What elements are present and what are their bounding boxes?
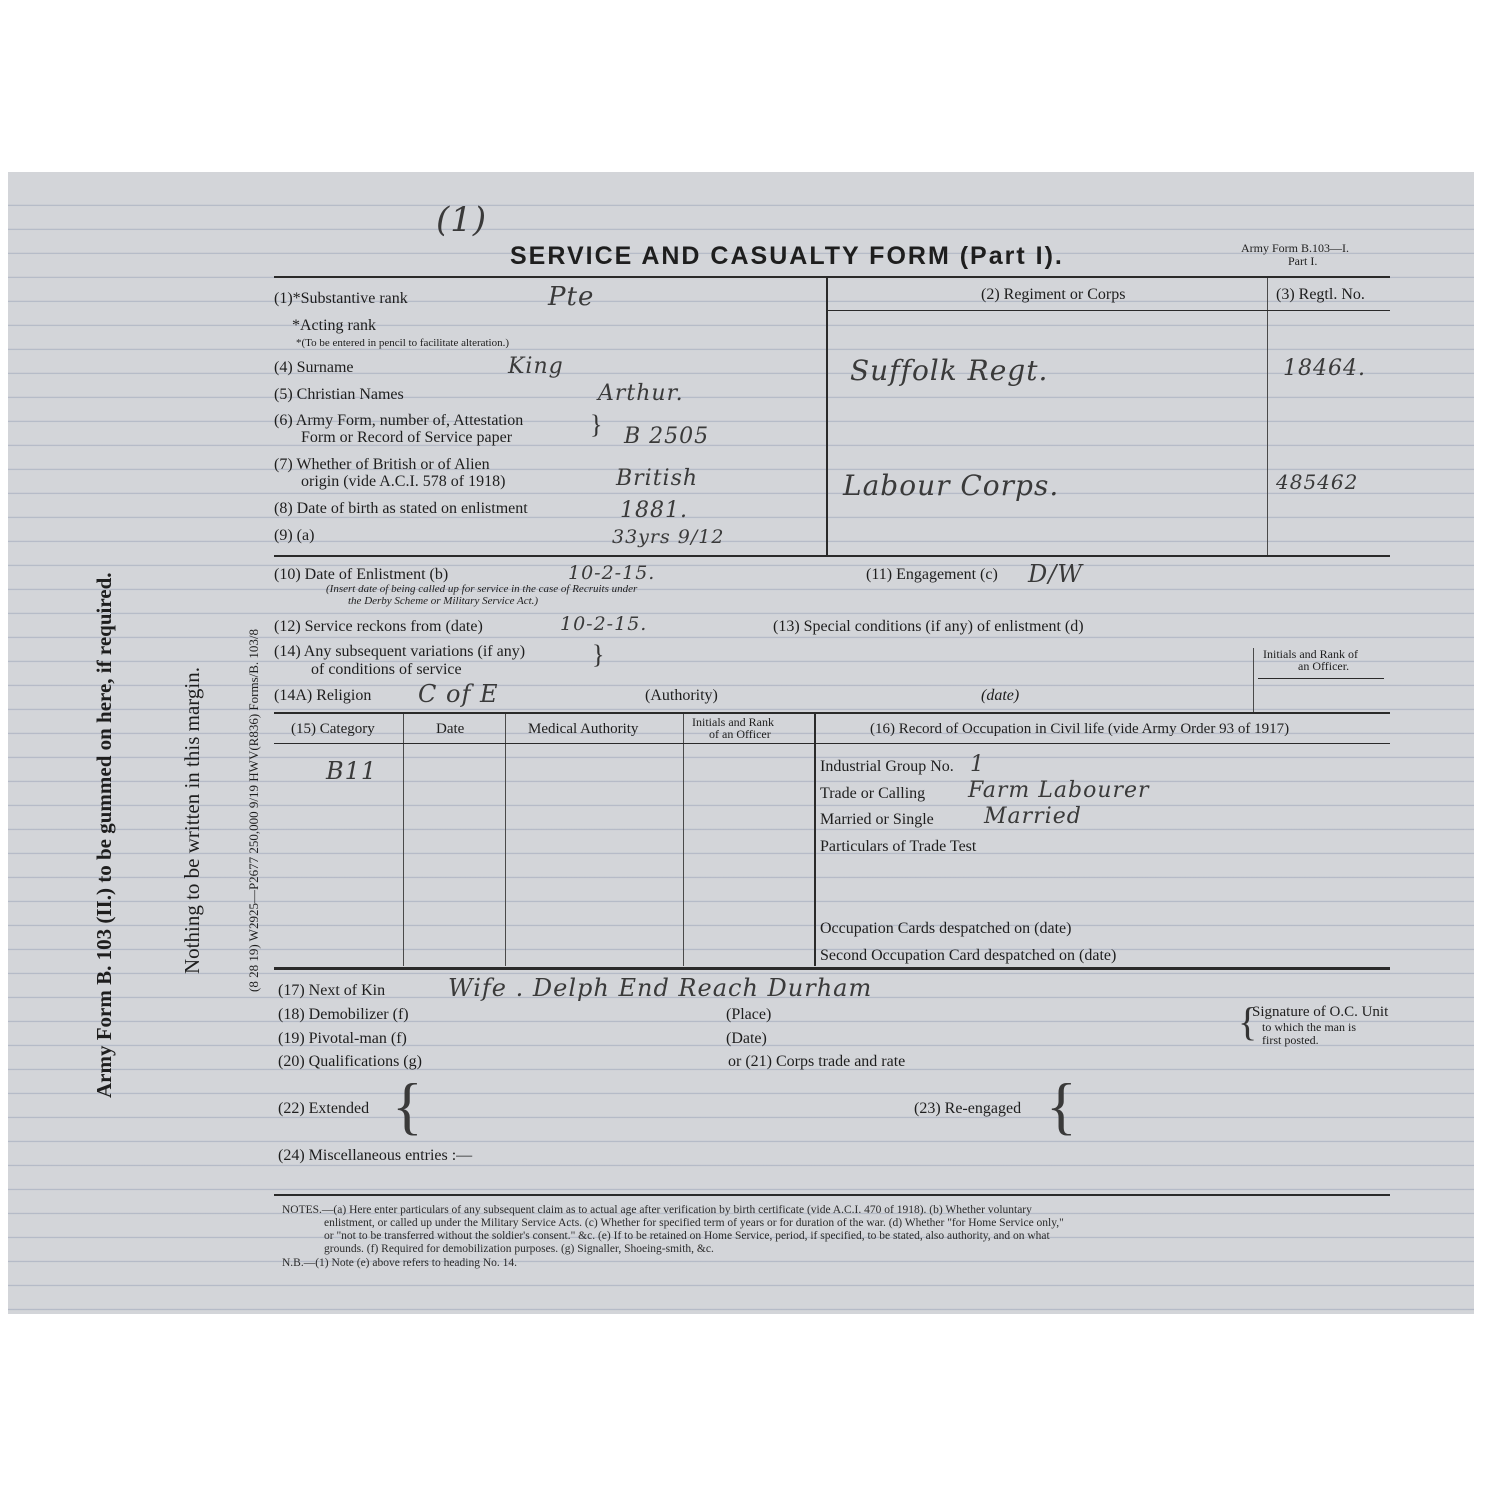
christian-names-label: (5) Christian Names <box>274 386 404 403</box>
religion-date-label: (date) <box>981 687 1020 704</box>
origin-value: British <box>616 466 699 491</box>
variations-label-2: of conditions of service <box>311 661 462 678</box>
category-header: (15) Category <box>291 721 375 737</box>
origin-label-2: origin (vide A.C.I. 578 of 1918) <box>301 473 506 490</box>
initials-header: Initials and Rank <box>692 715 774 729</box>
regtl-no-value-2: 485462 <box>1276 470 1359 494</box>
notes-line-1: NOTES.—(a) Here enter particulars of any subsequent claim as to actual age after verification by birth certificate (vide A.C.I. 470 of 1918). (b) Whether voluntary <box>282 1204 1032 1216</box>
enlistment-note-1: (Insert date of being called up for service in the case of Recruits under <box>326 583 638 595</box>
army-form-label: (6) Army Form, number of, Attestation <box>274 412 524 429</box>
service-from-value: 10-2-15. <box>560 613 648 635</box>
army-form-value: B 2505 <box>624 424 710 449</box>
service-from-label: (12) Service reckons from (date) <box>274 618 483 635</box>
notes-line-2: enlistment, or called up under the Military Service Acts. (c) Whether for specified term of years or for duration of the war. (d) Whether "for Home Service only," <box>324 1217 1064 1229</box>
initials-rank-label-2: an Officer. <box>1298 659 1350 673</box>
married-value: Married <box>984 804 1082 829</box>
signature-oc-label-3: first posted. <box>1262 1033 1319 1047</box>
variations-label: (14) Any subsequent variations (if any) <box>274 643 526 660</box>
trade-test-label: Particulars of Trade Test <box>820 838 977 855</box>
birth-value: 1881. <box>620 498 688 523</box>
trade-value: Farm Labourer <box>968 778 1150 803</box>
industrial-group-label: Industrial Group No. <box>820 758 954 775</box>
pivotal-man-label: (19) Pivotal-man (f) <box>278 1030 407 1047</box>
age-value: 33yrs 9/12 <box>612 526 725 548</box>
regtl-no-header: (3) Regtl. No. <box>1276 286 1365 303</box>
regtl-no-value-1: 18464. <box>1283 356 1366 381</box>
acting-rank-label: *Acting rank <box>292 317 376 334</box>
notes-line-3: or "not to be transferred without the soldier's consent." &c. (e) If to be retained on Home Service, period, if specified, to be stated, also authority, and on what <box>324 1230 1050 1242</box>
demobilizer-label: (18) Demobilizer (f) <box>278 1006 409 1023</box>
handwritten-number: (1) <box>436 200 488 240</box>
nb-note: N.B.—(1) Note (e) above refers to heading No. 14. <box>282 1257 518 1269</box>
print-code: (8 28 19) W2925—P2677 250,000 9/19 HWV(R836) Forms/B. 103/8 <box>246 628 261 992</box>
occupation-cards-label: Occupation Cards despatched on (date) <box>820 920 1072 937</box>
medical-authority-header: Medical Authority <box>528 721 639 737</box>
religion-value: C of E <box>418 680 499 708</box>
christian-names-value: Arthur. <box>598 381 684 406</box>
special-conditions-label: (13) Special conditions (if any) of enlistment (d) <box>773 618 1084 635</box>
birth-label: (8) Date of birth as stated on enlistment <box>274 500 528 517</box>
regiment-value-2: Labour Corps. <box>843 469 1060 502</box>
signature-oc-label: Signature of O.C. Unit <box>1252 1004 1389 1020</box>
place-label: (Place) <box>726 1006 772 1023</box>
notes-line-4: grounds. (f) Required for demobilization purposes. (g) Signaller, Shoeing-smith, &c. <box>324 1243 714 1255</box>
initials-rank-label: Initials and Rank of <box>1263 647 1358 661</box>
surname-label: (4) Surname <box>274 359 354 376</box>
date-label: (Date) <box>726 1030 767 1047</box>
corps-trade-label: or (21) Corps trade and rate <box>728 1053 906 1070</box>
re-engaged-label: (23) Re-engaged <box>914 1100 1022 1117</box>
substantive-rank-label: (1)*Substantive rank <box>274 290 408 307</box>
civil-occupation-header: (16) Record of Occupation in Civil life (vide Army Order 93 of 1917) <box>870 721 1290 737</box>
signature-oc-label-2: to which the man is <box>1262 1020 1356 1034</box>
miscellaneous-label: (24) Miscellaneous entries :— <box>278 1147 473 1164</box>
no-write-note: Nothing to be written in this margin. <box>180 666 204 974</box>
form-part: Part I. <box>1288 254 1318 268</box>
form-paper: Army Form B. 103 (II.) to be gummed on here, if required. Nothing to be written in this margin. (8 28 19) W2925—P2677 250,000 9/19 HWV(R836) Forms/B. 103/8 (1) SERVICE AND CASUALTY FORM (Part I). Army Form B.103—I. Part I. (1)*Substantive rank *Acting rank *(To be entered in pencil to facilitate alteration.) (4) Surname (5) Christian Names (6) Army Form, number of, Attestation Form or Record of Service paper } (7) Whether of British or of Alien origin (vide A.C.I. 578 of 1918) (8) Date of birth as stated on enlistment (9) (a) Pte King Arthur. B 2505 British 1881. 33yrs 9/12 (2) Regiment or Corps (3) Regtl. No. Suffolk Regt. 18464. Labour Corps. 485462 (10) Date of Enlistment (b) (Insert date of being called up for service in the case of Recruits under the Derby Scheme or Military Service Act.) 10-2-15. (11) Engagement (c) D/W (12) Service reckons from (date) 10-2-15. (13) Special conditions (if any) of enlistment (d) (14) Any subsequent variations (if any) of conditions of service } Initials and Rank of an Officer. (14A) Religion C of E (Authority) (date) (15) Category Date Medical Authority Initials and Rank of an Officer (16) Record of Occupation in Civil life (vide Army Order 93 of 1917) B11 Industrial Group No. 1 Trade or Calling Farm Labourer Married or Single Married Particulars of Trade Test Occupation Cards despatched on (date) Second Occupation Card despatched on (date) (17) Next of Kin Wife . Delph End Reach Durham (18) Demobilizer (f) (Place) (19) Pivotal-man (f) (Date) (20) Qualifications (g) or (21) Corps trade and rate { Signature of O.C. Unit to which the man is first posted. (22) Extended { (23) Re-engaged { (24) Miscellaneous entries :— NOTES.—(a) Here enter particulars of any subsequent claim as to actual age after verification by birth certificate (vide A.C.I. 470 of 1918). (b) Whether voluntary enlistment, or called up under the Military Service Acts. (c) Whether for specified term of years or for duration of the war. (d) Whether "for Home Service only," or "not to be transferred without the soldier's consent." &c. (e) If to be retained on Home Service, period, if specified, to be stated, also authority, and on what grounds. (f) Required for demobilization purposes. (g) Signaller, Shoeing-smith, &c. N.B.—(1) Note (e) above refers to heading No. 14. <box>8 172 1474 1314</box>
gum-note: Army Form B. 103 (II.) to be gummed on here, if required. <box>92 572 116 1098</box>
next-of-kin-label: (17) Next of Kin <box>278 982 386 999</box>
second-occupation-card-label: Second Occupation Card despatched on (date) <box>820 947 1117 964</box>
qualifications-label: (20) Qualifications (g) <box>278 1053 422 1070</box>
category-value: B11 <box>326 757 378 785</box>
married-label: Married or Single <box>820 811 934 828</box>
regiment-header: (2) Regiment or Corps <box>981 286 1126 303</box>
form-title: SERVICE AND CASUALTY FORM (Part I). <box>510 242 1064 270</box>
next-of-kin-value: Wife . Delph End Reach Durham <box>448 974 873 1002</box>
rank-note: *(To be entered in pencil to facilitate alteration.) <box>296 337 510 349</box>
initials-header-2: of an Officer <box>709 727 771 741</box>
industrial-group-value: 1 <box>970 752 985 777</box>
enlistment-date-label: (10) Date of Enlistment (b) <box>274 566 449 583</box>
origin-label: (7) Whether of British or of Alien <box>274 456 490 473</box>
engagement-label: (11) Engagement (c) <box>866 566 998 583</box>
religion-label: (14A) Religion <box>274 687 372 704</box>
enlistment-note-2: the Derby Scheme or Military Service Act.) <box>348 595 539 607</box>
extended-label: (22) Extended <box>278 1100 370 1117</box>
regiment-value-1: Suffolk Regt. <box>850 354 1049 387</box>
army-form-label-2: Form or Record of Service paper <box>301 429 513 446</box>
form-number: Army Form B.103—I. <box>1241 241 1349 255</box>
trade-label: Trade or Calling <box>820 785 926 802</box>
authority-label: (Authority) <box>645 687 718 704</box>
enlistment-date-value: 10-2-15. <box>568 562 656 584</box>
age-label: (9) (a) <box>274 527 315 544</box>
engagement-value: D/W <box>1028 560 1083 588</box>
date-header: Date <box>436 721 465 737</box>
rank-value: Pte <box>548 282 595 312</box>
surname-value: King <box>508 354 564 379</box>
